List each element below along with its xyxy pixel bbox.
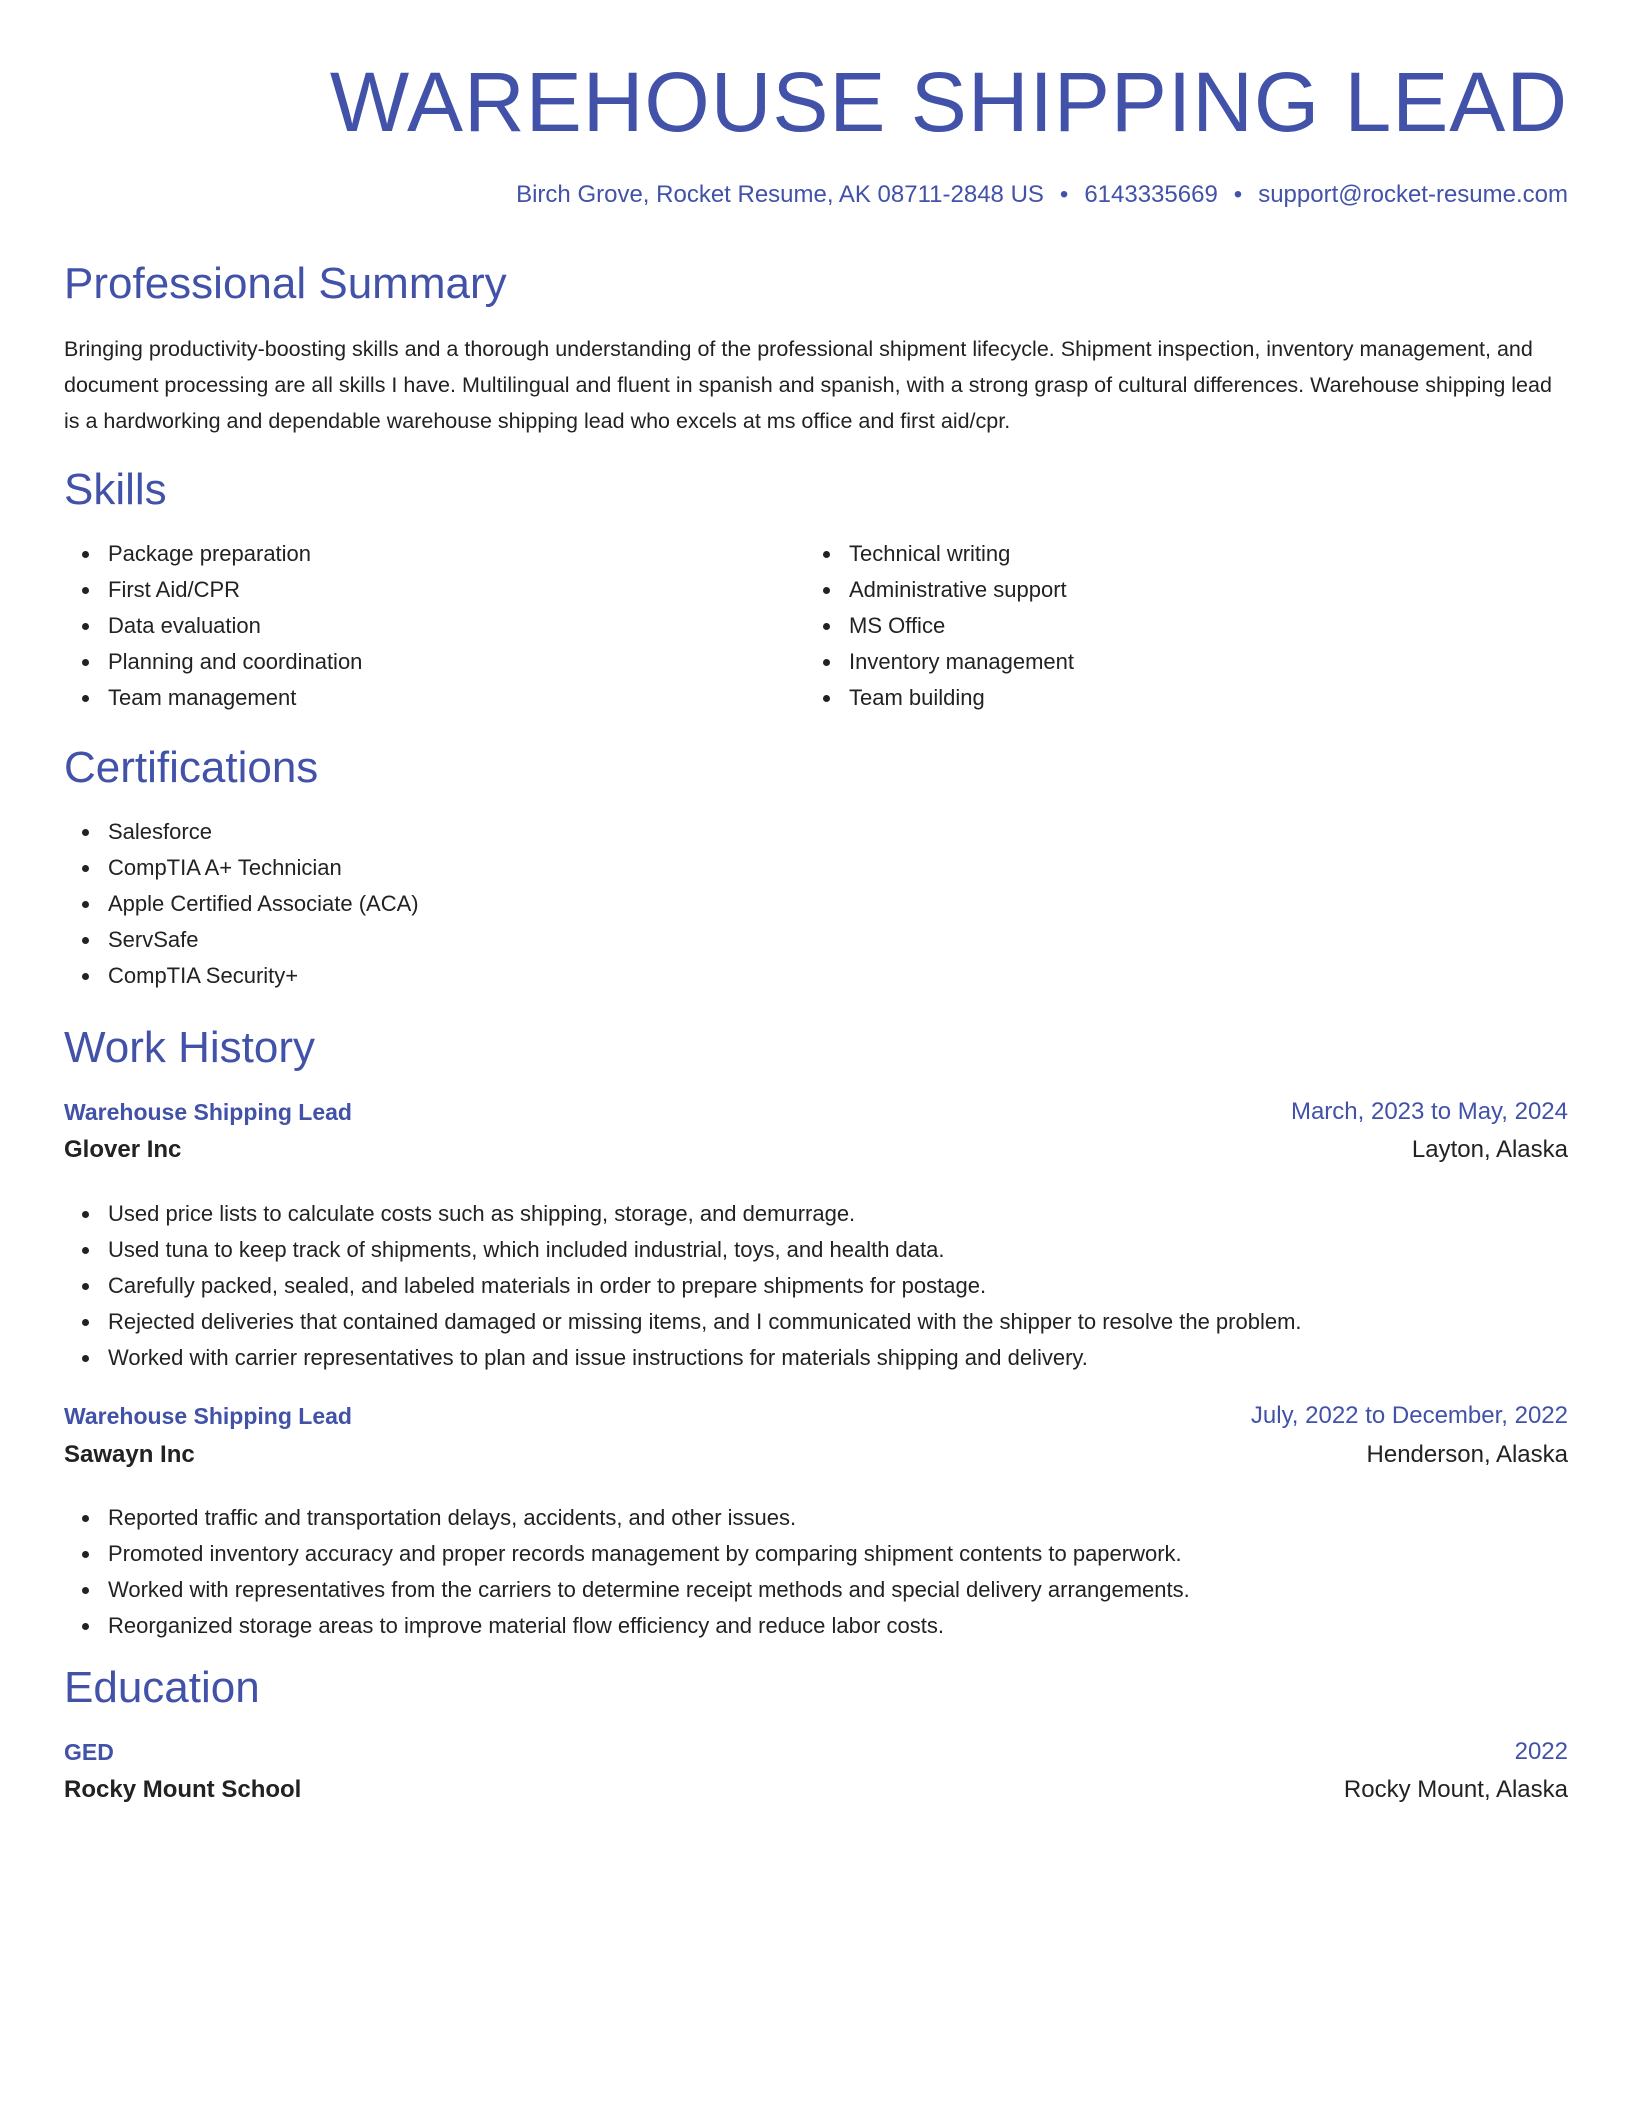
resume-title: WAREHOUSE SHIPPING LEAD	[329, 55, 1568, 149]
job-header	[64, 1093, 1568, 1131]
job-dates: July, 2022 to December, 2022	[1250, 1402, 1568, 1429]
skills-list-left	[64, 536, 362, 716]
certification-item: ServSafe	[108, 922, 419, 958]
job-company-row	[64, 1131, 1568, 1169]
job-title: Warehouse Shipping Lead	[64, 1099, 352, 1125]
education-heading: Education	[64, 1663, 260, 1712]
job-header	[64, 1397, 1568, 1435]
education-school-row	[64, 1771, 1568, 1809]
skill-item: Inventory management	[849, 644, 1074, 680]
job-bullet: Promoted inventory accuracy and proper records management by comparing shipment contents to paperwork.	[108, 1536, 1190, 1572]
skill-item: MS Office	[849, 608, 1074, 644]
education-year: 2022	[1514, 1738, 1568, 1765]
skill-item: Package preparation	[108, 536, 362, 572]
job-bullet: Used tuna to keep track of shipments, which included industrial, toys, and health data.	[108, 1232, 1302, 1268]
job-location: Henderson, Alaska	[1366, 1441, 1568, 1468]
job-dates: March, 2023 to May, 2024	[1290, 1098, 1568, 1125]
job-bullets	[64, 1196, 1302, 1376]
skill-item: Technical writing	[849, 536, 1074, 572]
education-header	[64, 1733, 1568, 1771]
job-bullet: Reported traffic and transportation delays, accidents, and other issues.	[108, 1500, 1190, 1536]
skill-item: Data evaluation	[108, 608, 362, 644]
contact-line	[516, 178, 1568, 212]
job-company-row	[64, 1436, 1568, 1474]
certification-item: CompTIA Security+	[108, 958, 419, 994]
job-company: Glover Inc	[64, 1136, 182, 1163]
job-bullets	[64, 1500, 1190, 1644]
job-bullet: Worked with representatives from the carriers to determine receipt methods and special delivery arrangements.	[108, 1572, 1190, 1608]
skill-item: Team building	[849, 680, 1074, 716]
certifications-list	[64, 814, 419, 994]
contact-email[interactable]: support@rocket-resume.com	[1258, 181, 1568, 208]
job-location: Layton, Alaska	[1411, 1136, 1568, 1163]
certification-item: Salesforce	[108, 814, 419, 850]
job-bullet: Carefully packed, sealed, and labeled materials in order to prepare shipments for postage.	[108, 1268, 1302, 1304]
certification-item: Apple Certified Associate (ACA)	[108, 886, 419, 922]
skills-list-right	[805, 536, 1074, 716]
education-location: Rocky Mount, Alaska	[1343, 1776, 1568, 1803]
skill-item: Administrative support	[849, 572, 1074, 608]
work-history-heading: Work History	[64, 1023, 315, 1072]
skill-item: Planning and coordination	[108, 644, 362, 680]
job-company: Sawayn Inc	[64, 1441, 195, 1468]
certifications-heading: Certifications	[64, 743, 319, 792]
contact-address: Birch Grove, Rocket Resume, AK 08711-2848 US	[516, 181, 1044, 208]
education-degree: GED	[64, 1739, 114, 1765]
contact-phone: 6143335669	[1084, 181, 1218, 208]
job-bullet: Worked with carrier representatives to plan and issue instructions for materials shipping and delivery.	[108, 1340, 1302, 1376]
summary-text: Bringing productivity-boosting skills and a thorough understanding of the professional shipment lifecycle. Shipment inspection, inventory management, and document processing are all skills I have. Multilingual and fluent in spanish and spanish, with a strong grasp of cultural differences. Warehouse shipping lead is a hardworking and dependable warehouse shipping lead who excels at ms office and first aid/cpr.	[64, 337, 1552, 433]
skills-heading: Skills	[64, 465, 167, 514]
resume-page	[64, 0, 1568, 2112]
contact-separator: •	[1233, 181, 1243, 208]
skill-item: Team management	[108, 680, 362, 716]
certification-item: CompTIA A+ Technician	[108, 850, 419, 886]
job-bullet: Used price lists to calculate costs such as shipping, storage, and demurrage.	[108, 1196, 1302, 1232]
skill-item: First Aid/CPR	[108, 572, 362, 608]
job-title: Warehouse Shipping Lead	[64, 1403, 352, 1429]
education-school: Rocky Mount School	[64, 1776, 302, 1803]
job-bullet: Rejected deliveries that contained damaged or missing items, and I communicated with the shipper to resolve the problem.	[108, 1304, 1302, 1340]
job-bullet: Reorganized storage areas to improve material flow efficiency and reduce labor costs.	[108, 1608, 1190, 1644]
summary-heading: Professional Summary	[64, 259, 507, 308]
contact-separator: •	[1059, 181, 1069, 208]
